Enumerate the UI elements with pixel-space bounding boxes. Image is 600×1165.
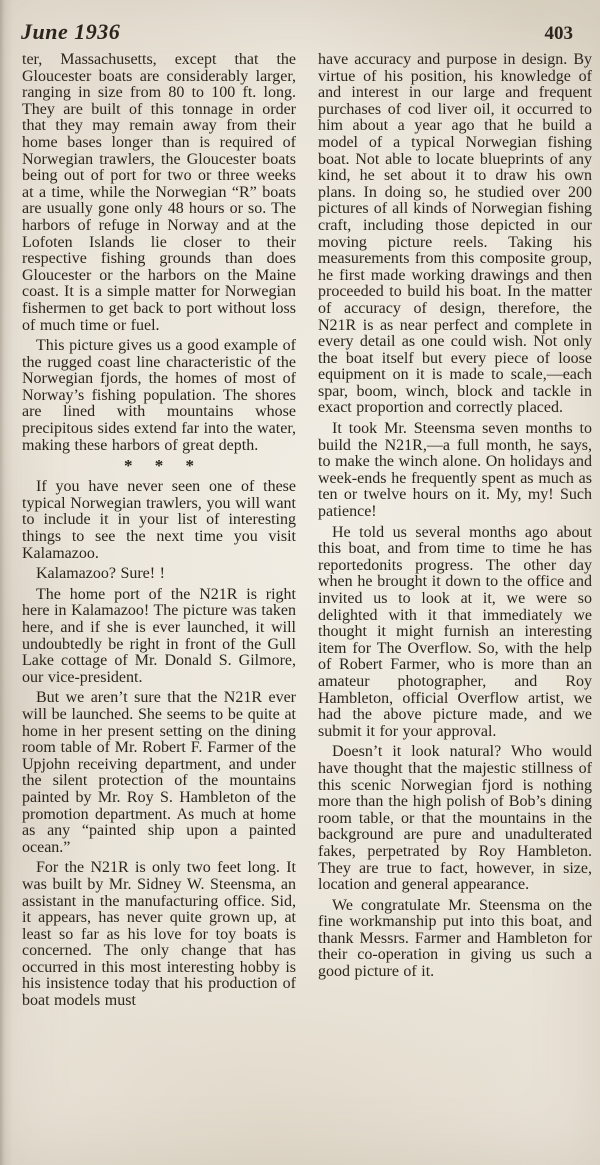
article-paragraph: For the N21R is only two feet long. It was built by Mr. Sidney W. Steensma, an assistant in the manufacturing office. Sid, it appears, has never quite grown up, at least so far as his love for toy boats is concerned. The only change that has occurred in this most interesting hobby is his insistence today that his production of boat models must <box>22 859 296 1010</box>
article-paragraph: But we aren’t sure that the N21R ever will be launched. She seems to be quite at home in her present setting on the dining room table of Mr. Robert F. Farmer of the Upjohn receiving department, and under the silent protection of the mountains painted by Mr. Roy S. Hambleton of the promotion department. As much at home as any “painted ship upon a painted ocean.” <box>22 689 296 856</box>
article-paragraph: Doesn’t it look natural? Who would have thought that the majestic stillness of this scenic Norwegian fjord is nothing more than the high polish of Bob’s dining room table, or that the mountains in the background are pure and unadulterated fakes, perpetrated by Roy Hambleton. They are true to fact, however, in size, location and general appearance. <box>318 743 592 894</box>
article-paragraph: have accuracy and purpose in design. By virtue of his position, his knowledge of and interest in our large and frequent purchases of cod liver oil, it occurred to him about a year ago that he build a model of a typical Norwegian fishing boat. Not able to locate blueprints of any kind, he set about it to draw his own plans. In doing so, he studied over 200 pictures of all kinds of Norwegian fishing craft, including those depicted in our moving picture reels. Taking his measurements from this composite group, he first made working drawings and then proceeded to build his boat. In the matter of accuracy of design, therefore, the N21R is as near perfect and complete in every detail as one could wish. Not only the boat itself but every piece of loose equipment on it is made to scale,—each spar, boom, winch, block and tackle in exact proportion and correctly placed. <box>318 51 592 417</box>
article-paragraph: Kalamazoo? Sure! ! <box>36 565 165 583</box>
article-paragraph: We congratulate Mr. Steensma on the fine workmanship put into this boat, and thank Messrs. Farmer and Hambleton for their co-operation in giving us such a good picture of it. <box>318 896 592 981</box>
page-number: 403 <box>544 23 573 44</box>
page-header <box>0 0 600 45</box>
article-paragraph: It took Mr. Steensma seven months to build the N21R,—a full month, he says, to make the winch alone. On holidays and week-ends he frequently spent as much as ten or twelve hours on it. My, my! Such patience! <box>318 420 592 521</box>
issue-date: June 1936 <box>21 19 121 44</box>
article-paragraph: If you have never seen one of these typical Norwegian trawlers, you will want to include it in your list of interesting things to see the next time you visit Kalamazoo. <box>22 478 296 562</box>
column-right <box>318 52 592 1152</box>
article-paragraph: This picture gives us a good example of the rugged coast line characteristic of the Norwegian fjords, the homes of most of Norway’s fishing population. The shores are lined with mountains whose precipitous sides extend far into the water, making these harbors of great depth. <box>22 337 296 454</box>
article-paragraph: He told us several months ago about this boat, and from time to time he has reportedonits progress. The other day when he brought it down to the office and invited us to look at it, we were so delighted with it that immediately we thought it might furnish an interesting item for The Overflow. So, with the help of Robert Farmer, who is more than an amateur photographer, and Roy Hambleton, official Overflow artist, we had the above picture made, and we submit it for your approval. <box>318 523 592 740</box>
section-break-ornament: * * * <box>124 456 194 476</box>
article-paragraph: ter, Massachusetts, except that the Gloucester boats are considerably larger, ranging in size from 80 to 100 ft. long. They are built of this tonnage in order that they may remain away from their home bases longer than is required of Norwegian trawlers, the Gloucester boats being out of port for two or three weeks at a time, while the Norwegian “R” boats are usually gone only 48 hours or so. The harbors of refuge in Norway and at the Lofoten Islands lie closer to their respective fishing grounds than does Gloucester or the harbors on the Maine coast. It is a simple matter for Norwegian fishermen to get back to port without loss of much time or fuel. <box>22 51 296 334</box>
column-left <box>22 52 296 1152</box>
article-columns <box>0 45 600 1152</box>
article-paragraph: The home port of the N21R is right here in Kalamazoo! The picture was taken here, and if she is ever launched, it will undoubtedly be right in front of the Gull Lake cottage of Mr. Donald S. Gilmore, our vice-president. <box>22 585 296 686</box>
